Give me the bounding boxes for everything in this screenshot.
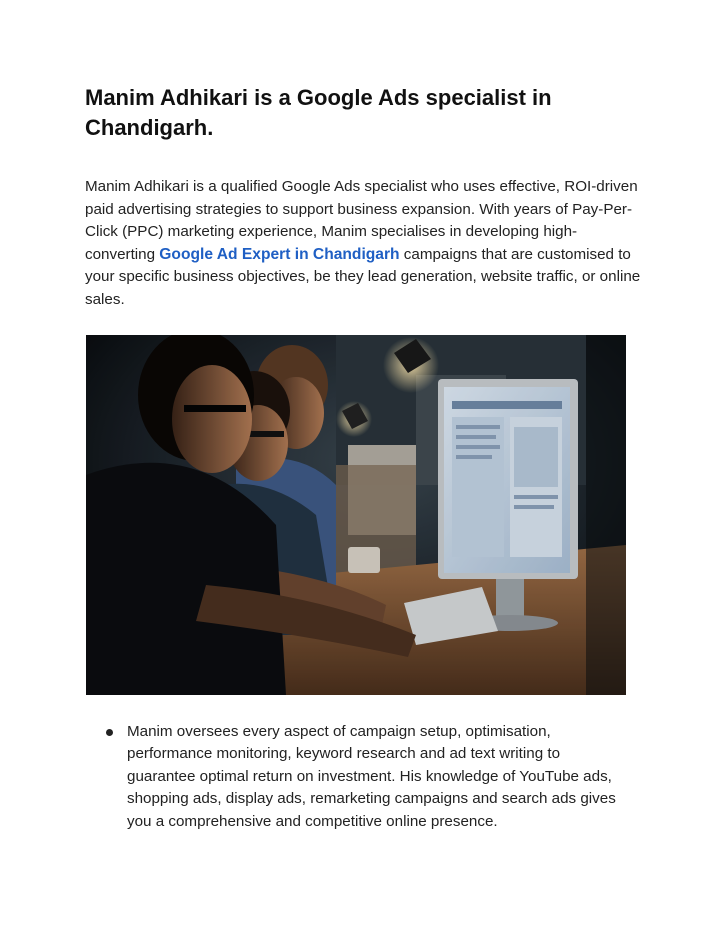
bullet-icon	[106, 729, 113, 736]
intro-paragraph	[85, 176, 641, 312]
bullet-text: Manim oversees every aspect of campaign setup, optimisation, performance monitoring, keyword research and ad text writing to guarantee optimal return on investment. His knowledge of YouTube ads, shopping ads, display ads, remarketing campaigns and search ads gives you a comprehensive and competitive online presence.	[127, 723, 616, 830]
people-at-computer-photo-icon	[86, 335, 626, 695]
team-at-computer-photo	[86, 335, 626, 695]
list-item	[106, 721, 626, 833]
page-title: Manim Adhikari is a Google Ads specialist in Chandigarh.	[85, 85, 552, 140]
google-ad-expert-link[interactable]: Google Ad Expert in Chandigarh	[159, 245, 400, 263]
bullet-list	[106, 721, 626, 833]
intro-text-before: Manim Adhikari is a qualified Google Ads specialist who uses effective, ROI-driven paid advertising strategies to support business expansion. With years of Pay-Per-Click (PPC) marketing experience, Manim specialises in developing high-converting	[85, 178, 638, 263]
intro-text-after: campaigns that are customised to your specific business objectives, be they lead generation, website traffic, or online sales.	[85, 245, 641, 308]
